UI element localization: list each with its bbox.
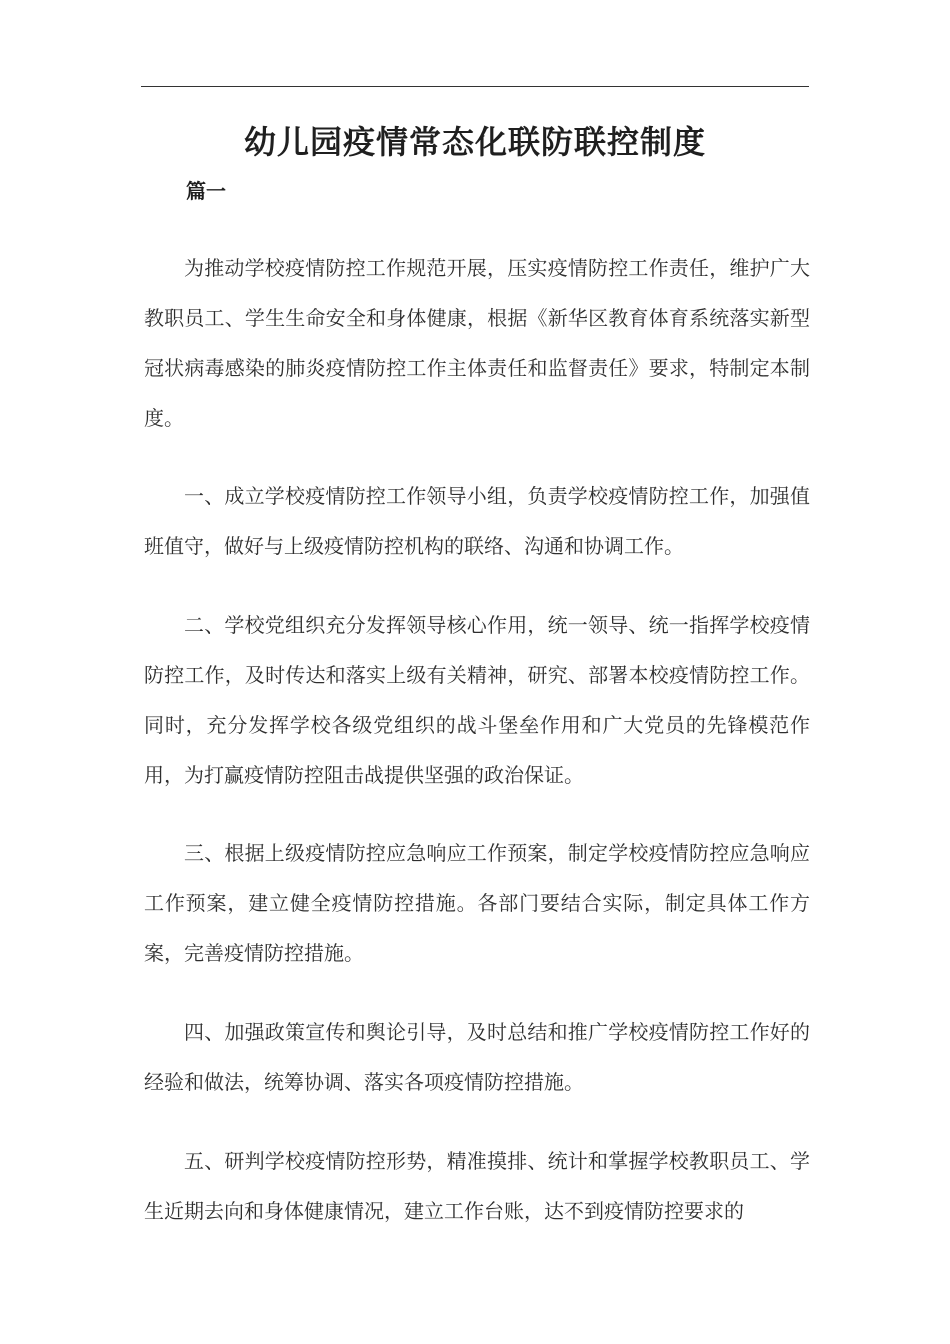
header-rule (141, 86, 809, 87)
section-label: 篇一 (186, 179, 226, 203)
paragraph-item-3: 三、根据上级疫情防控应急响应工作预案，制定学校疫情防控应急响应工作预案，建立健全疫情防控措施。各部门要结合实际，制定具体工作方案，完善疫情防控措施。 (144, 841, 810, 965)
paragraph-intro: 为推动学校疫情防控工作规范开展，压实疫情防控工作责任，维护广大教职员工、学生生命安全和身体健康，根据《新华区教育体育系统落实新型冠状病毒感染的肺炎疫情防控工作主体责任和监督责任》要求，特制定本制度。 (144, 256, 810, 430)
paragraph-item-1: 一、成立学校疫情防控工作领导小组，负责学校疫情防控工作，加强值班值守，做好与上级疫情防控机构的联络、沟通和协调工作。 (144, 484, 810, 558)
paragraph-item-2: 二、学校党组织充分发挥领导核心作用，统一领导、统一指挥学校疫情防控工作，及时传达和落实上级有关精神，研究、部署本校疫情防控工作。同时，充分发挥学校各级党组织的战斗堡垒作用和广大党员的先锋模范作用，为打赢疫情防控阻击战提供坚强的政治保证。 (144, 613, 810, 787)
paragraph-item-4: 四、加强政策宣传和舆论引导，及时总结和推广学校疫情防控工作好的经验和做法，统筹协调、落实各项疫情防控措施。 (144, 1020, 810, 1094)
paragraph-item-5: 五、研判学校疫情防控形势，精准摸排、统计和掌握学校教职员工、学生近期去向和身体健康情况，建立工作台账，达不到疫情防控要求的 (144, 1149, 810, 1223)
document-title: 幼儿园疫情常态化联防联控制度 (243, 123, 706, 161)
